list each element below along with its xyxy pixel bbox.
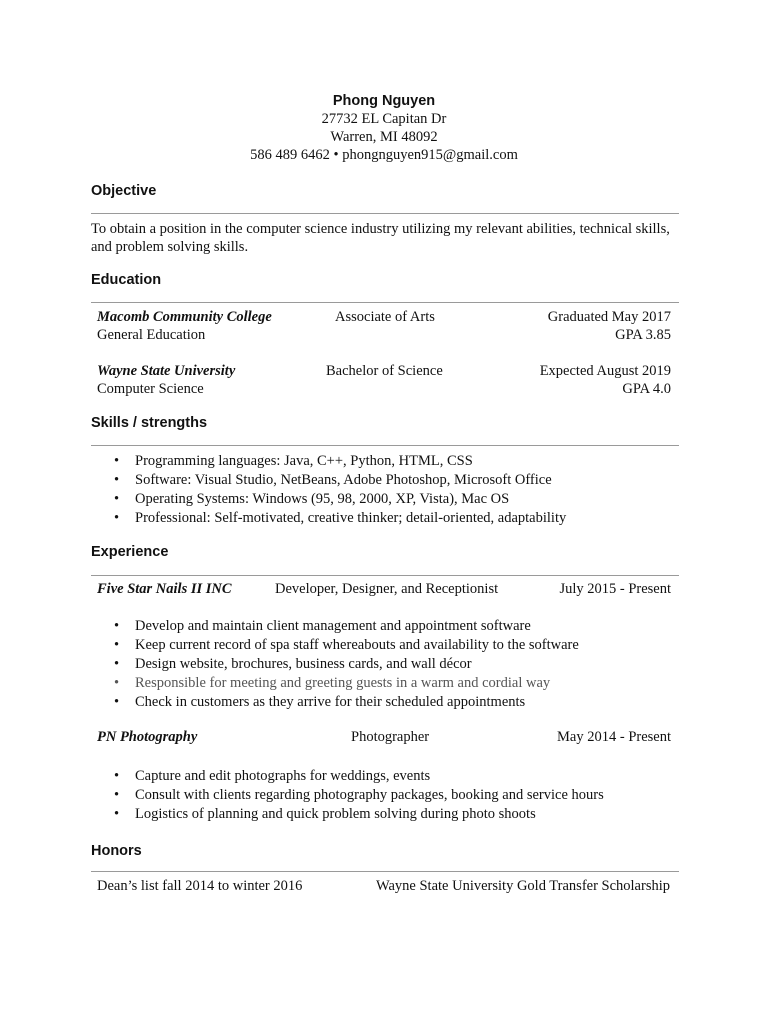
address-line-2: Warren, MI 48092	[330, 129, 438, 145]
list-item: • Professional: Self-motivated, creative thinker; detail-oriented, adaptability	[114, 509, 566, 528]
objective-heading: Objective	[91, 183, 157, 199]
education-field: Computer Science	[97, 381, 204, 397]
education-gpa: GPA 3.85	[615, 327, 671, 343]
list-item: • Capture and edit photographs for weddings, events	[114, 767, 604, 786]
education-heading: Education	[91, 272, 162, 288]
objective-text: To obtain a position in the computer science industry utilizing my relevant abilities, technical skills, and problem solving skills.	[91, 221, 670, 255]
skills-heading: Skills / strengths	[91, 415, 208, 431]
list-item: • Programming languages: Java, C++, Python, HTML, CSS	[114, 452, 566, 471]
honors-divider	[91, 871, 679, 872]
contact-line: 586 489 6462 • phongnguyen915@gmail.com	[250, 147, 518, 163]
list-item: • Develop and maintain client management and appointment software	[114, 617, 579, 636]
skills-divider	[91, 445, 679, 446]
objective-divider	[91, 213, 679, 214]
education-date: Expected August 2019	[539, 363, 671, 379]
list-item: • Software: Visual Studio, NetBeans, Adobe Photoshop, Microsoft Office	[114, 471, 566, 490]
address-line-1: 27732 EL Capitan Dr	[321, 111, 447, 127]
education-date: Graduated May 2017	[547, 309, 671, 325]
education-school: Wayne State University	[97, 363, 236, 379]
job-role: Developer, Designer, and Receptionist	[275, 581, 499, 597]
education-school: Macomb Community College	[97, 309, 272, 325]
honor-item: Wayne State University Gold Transfer Scholarship	[375, 878, 670, 894]
experience-heading: Experience	[91, 544, 169, 560]
candidate-name: Phong Nguyen	[332, 93, 436, 109]
education-gpa: GPA 4.0	[622, 381, 671, 397]
list-item: • Consult with clients regarding photography packages, booking and service hours	[114, 786, 604, 805]
job-duties-list	[114, 767, 604, 824]
list-item: • Responsible for meeting and greeting guests in a warm and cordial way	[114, 674, 579, 693]
list-item: • Design website, brochures, business cards, and wall décor	[114, 655, 579, 674]
skills-list	[114, 452, 566, 528]
list-item: • Check in customers as they arrive for their scheduled appointments	[114, 693, 579, 712]
job-dates: July 2015 - Present	[559, 581, 671, 597]
job-duties-list	[114, 617, 579, 712]
job-company: PN Photography	[97, 729, 198, 745]
experience-divider	[91, 575, 679, 576]
job-dates: May 2014 - Present	[557, 729, 671, 745]
education-divider	[91, 302, 679, 303]
education-degree: Bachelor of Science	[326, 363, 443, 379]
list-item: • Logistics of planning and quick problem solving during photo shoots	[114, 805, 604, 824]
job-role: Photographer	[351, 729, 430, 745]
list-item: • Keep current record of spa staff whereabouts and availability to the software	[114, 636, 579, 655]
education-degree: Associate of Arts	[335, 309, 435, 325]
job-company: Five Star Nails II INC	[97, 581, 232, 597]
list-item: • Operating Systems: Windows (95, 98, 2000, XP, Vista), Mac OS	[114, 490, 566, 509]
education-field: General Education	[97, 327, 206, 343]
honor-item: Dean’s list fall 2014 to winter 2016	[97, 878, 303, 894]
honors-heading: Honors	[91, 843, 142, 859]
